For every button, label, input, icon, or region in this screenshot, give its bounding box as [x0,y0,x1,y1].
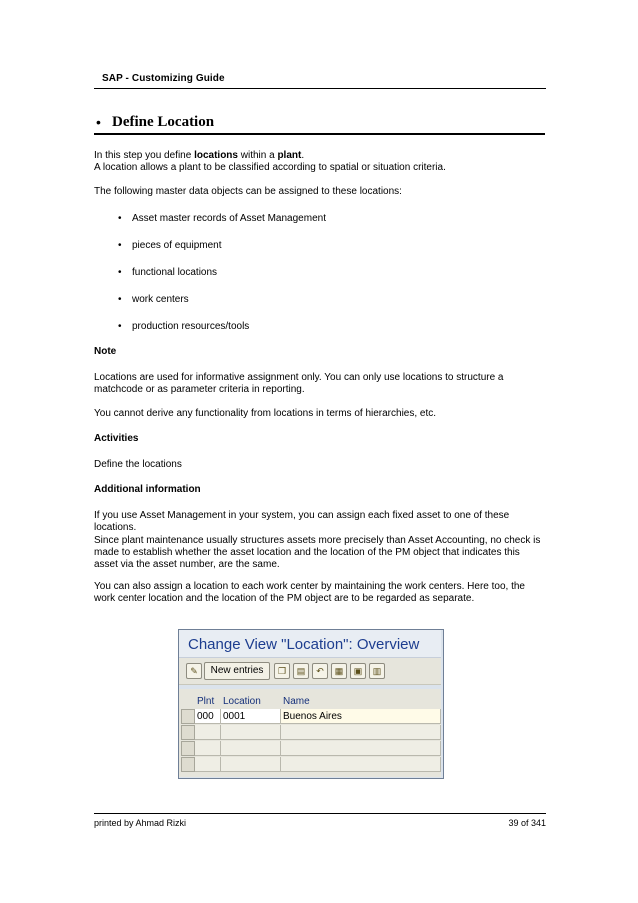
intro-bold-locations: locations [194,150,238,161]
section-heading [94,115,545,135]
intro-text: In this step you define [94,150,195,161]
header-rule [94,88,546,89]
activities-text: Define the locations [94,459,182,470]
cell-plnt: 000 [197,711,214,722]
column-header-plnt[interactable]: Plnt [197,696,215,707]
list-item-text: pieces of equipment [132,240,222,251]
footer-page-number: 39 of 341 [508,818,546,828]
row-selector[interactable] [181,709,195,724]
section-bullet: • [96,114,101,130]
sap-screenshot [178,629,444,779]
footer-printed-by: printed by Ahmad Rizki [94,818,187,828]
delete-icon[interactable]: ▤ [293,663,309,679]
cell-location: 0001 [223,711,246,722]
additional-paragraph-1: If you use Asset Management in your system, you can assign each fixed asset to one of these locations. [94,510,510,533]
intro-text: within a [237,150,278,161]
table-cell[interactable] [195,741,221,756]
list-item-text: Asset master records of Asset Management [132,213,326,224]
new-entries-button[interactable]: New entries [204,662,270,680]
intro-bold-plant: plant [277,150,302,161]
bullet-dot: • [118,267,122,278]
note-paragraph-2: You cannot derive any functionality from locations in terms of hierarchies, etc. [94,408,437,419]
list-item-text: functional locations [132,267,218,278]
intro-paragraph [94,150,546,174]
select-all-icon[interactable]: ▦ [331,663,347,679]
list-item-text: production resources/tools [132,321,250,332]
additional-paragraph-2: Since plant maintenance usually structures assets more precisely than Asset Accounting, no check is made to establish whether the asset location and the location of the PM object that indicates this asset via the asset number, are the same. [94,535,541,570]
section-title: Define Location [112,114,215,130]
row-selector[interactable] [181,725,195,740]
row-selector[interactable] [181,741,195,756]
sap-title-bar [179,630,441,658]
column-header-name[interactable]: Name [283,696,310,707]
page-header-title: SAP - Customizing Guide [102,73,225,84]
table-cell[interactable] [195,725,221,740]
table-cell[interactable] [221,725,281,740]
row-selector[interactable] [181,757,195,772]
additional-paragraph-3: You can also assign a location to each work center by maintaining the work centers. Here too, the work center location and the location of the PM object are to be regarded as separate. [94,581,525,604]
table-cell[interactable] [195,709,221,724]
cell-name: Buenos Aires [283,711,342,722]
location-table [179,689,441,777]
assign-paragraph: The following master data objects can be assigned to these locations: [94,186,402,197]
list-item-text: work centers [132,294,189,305]
table-cell[interactable] [195,757,221,772]
copy-icon[interactable]: ❐ [274,663,290,679]
bullet-dot: • [118,321,122,332]
bullet-dot: • [118,240,122,251]
display-change-icon[interactable]: ✎ [186,663,202,679]
note-heading: Note [94,346,117,357]
additional-heading: Additional information [94,484,201,495]
sap-toolbar [179,658,441,685]
table-cell[interactable] [221,709,281,724]
undo-change-icon[interactable]: ↶ [312,663,328,679]
table-cell[interactable] [281,757,441,772]
intro-text: . [301,150,305,161]
column-header-location[interactable]: Location [223,696,261,707]
deselect-all-icon[interactable]: ▥ [369,663,385,679]
intro-line2: A location allows a plant to be classified according to spatial or situation criteria. [94,162,446,173]
activities-heading: Activities [94,433,139,444]
footer-rule [94,813,546,814]
select-block-icon[interactable]: ▣ [350,663,366,679]
bullet-dot: • [118,294,122,305]
table-cell[interactable] [281,741,441,756]
bullet-dot: • [118,213,122,224]
table-cell[interactable] [221,741,281,756]
table-cell[interactable] [281,725,441,740]
note-paragraph-1: Locations are used for informative assignment only. You can only use locations to structure a matchcode or as parameter criteria in reporting. [94,372,504,395]
sap-screen-title: Change View "Location": Overview [188,636,420,653]
table-cell[interactable] [221,757,281,772]
table-cell[interactable] [281,709,441,724]
